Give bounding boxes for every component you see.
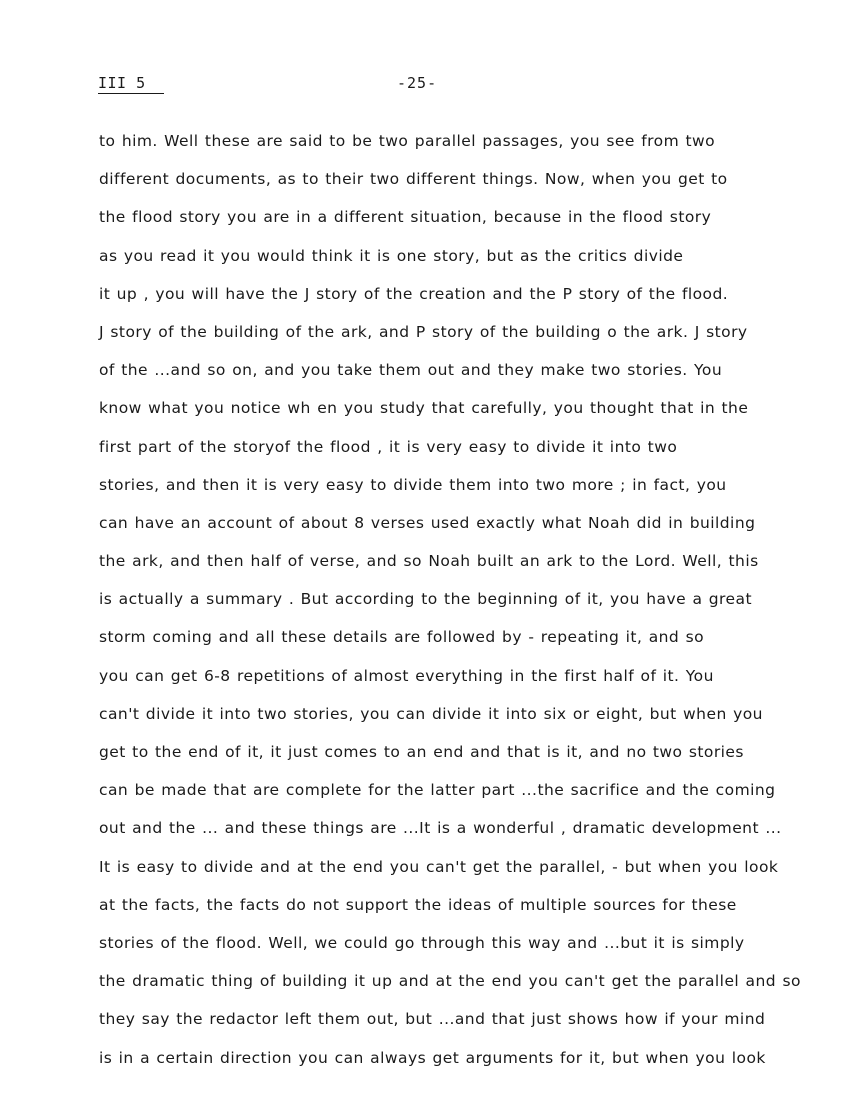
text-line: storm coming and all these details are followed by - repeating it, and so — [99, 628, 705, 647]
text-line: it up , you will have the J story of the creation and the P story of the flood. — [99, 284, 729, 303]
section-label: III 5 — [98, 74, 164, 94]
text-line: the ark, and then half of verse, and so Noah built an ark to the Lord. Well, this — [99, 552, 759, 571]
text-line: can be made that are complete for the latter part ...the sacrifice and the coming — [99, 781, 776, 800]
text-line: to him. Well these are said to be two parallel passages, you see from two — [99, 132, 716, 150]
text-line: stories of the flood. Well, we could go through this way and ...but it is simply — [99, 933, 745, 952]
text-line: of the ...and so on, and you take them out and they make two stories. You — [99, 361, 723, 380]
text-line: know what you notice wh en you study that carefully, you thought that in the — [99, 399, 749, 418]
text-line: is actually a summary . But according to the beginning of it, you have a great — [99, 590, 753, 609]
text-line: stories, and then it is very easy to divide them into two more ; in fact, you — [99, 475, 727, 494]
text-line: at the facts, the facts do not support the ideas of multiple sources for these — [99, 895, 737, 914]
text-line: out and the ... and these things are ...It is a wonderful , dramatic development ... — [99, 819, 782, 838]
text-line: you can get 6-8 repetitions of almost everything in the first half of it. You — [99, 666, 714, 685]
text-line: can have an account of about 8 verses used exactly what Noah did in building — [99, 513, 756, 532]
text-line: get to the end of it, it just comes to an end and that is it, and no two stories — [99, 743, 744, 761]
text-line: different documents, as to their two different things. Now, when you get to — [99, 170, 728, 189]
page-number: -25- — [397, 74, 438, 92]
text-line: can't divide it into two stories, you can divide it into six or eight, but when you — [99, 704, 763, 723]
text-line: the flood story you are in a different situation, because in the flood story — [99, 208, 712, 227]
body-text — [99, 130, 814, 1085]
text-line: first part of the storyof the flood , it is very easy to divide it into two — [99, 437, 678, 456]
text-line: they say the redactor left them out, but ...and that just shows how if your mind — [99, 1010, 766, 1029]
text-line: It is easy to divide and at the end you can't get the parallel, - but when you look — [99, 857, 779, 876]
text-line: is in a certain direction you can always get arguments for it, but when you look — [99, 1048, 766, 1067]
text-line: as you read it you would think it is one story, but as the critics divide — [99, 246, 684, 265]
text-line: the dramatic thing of building it up and at the end you can't get the parallel and so — [99, 972, 801, 991]
text-line: J story of the building of the ark, and P story of the building o the ark. J story — [99, 322, 748, 341]
